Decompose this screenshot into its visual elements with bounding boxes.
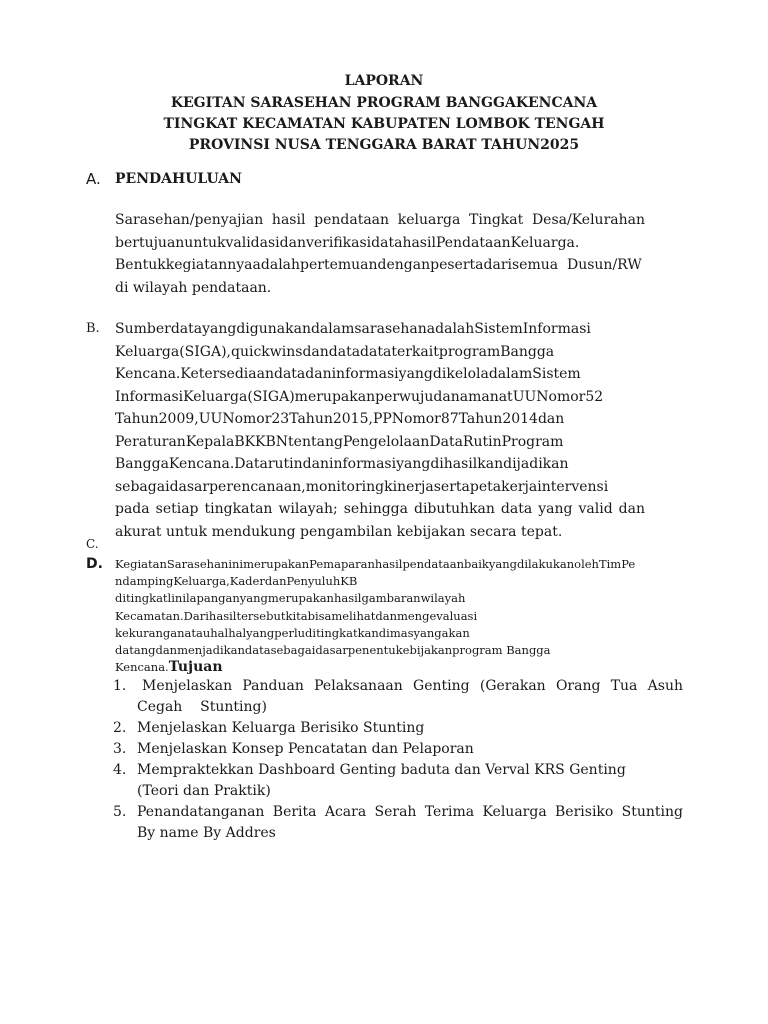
paragraph-line: ditingkatlinilapanganyangmerupakanhasilgambaranwilayah (115, 591, 466, 606)
list-item-number: 4. (113, 762, 127, 778)
list-item-text: Menjelaskan Konsep Pencatatan dan Pelaporan (137, 741, 474, 757)
list-item (113, 739, 683, 760)
paragraph-line: bertujuanuntukvalidasidanverifikasidatahasilPendataanKeluarga. (115, 234, 580, 251)
paragraph-line: Keluarga(SIGA),quickwinsdandatadataterkaitprogramBangga (115, 343, 555, 360)
list-item-text-continued: By name By Addres (137, 825, 276, 841)
paragraph-line: Kencana.KetersediaandatadaninformasiyangdikeloladalamSistem (115, 366, 581, 382)
paragraph-line: BanggaKencana.Datarutindaninformasiyangdihasilkandijadikan (115, 456, 569, 472)
list-item-text-continued: (Teori dan Praktik) (137, 783, 271, 799)
paragraph-line: kekuranganatauhalhalyangperluditingkatkandimasyangakan (115, 625, 470, 640)
paragraph-line: SumberdatayangdigunakandalamsarasehanadalahSistemInformasi (115, 321, 591, 337)
paragraph-line: KegiatanSarasehaninimerupakanPemaparanhasilpendataanbaikyangdilakukanolehTimPe (115, 557, 636, 571)
report-subtitle-activity: KEGITAN SARASEHAN PROGRAM BANGGAKENCANA (170, 95, 598, 111)
paragraph-line: di wilayah pendataan. (115, 279, 272, 296)
paragraph-line: ndampingKeluarga,KaderdanPenyuluhKB (115, 574, 358, 589)
section-d-marker: D. (86, 556, 103, 572)
paragraph-line (115, 659, 635, 676)
list-item-text: Menjelaskan Panduan Pelaksanaan Genting (Gerakan Orang Tua Asuh (142, 678, 683, 694)
report-subtitle-level: TINGKAT KECAMATAN KABUPATEN LOMBOK TENGAH (163, 116, 605, 132)
paragraph-line: Kecamatan.Darihasiltersebutkitabisamelihatdanmengevaluasi (115, 608, 478, 623)
report-subtitle-province: PROVINSI NUSA TENGGARA BARAT TAHUN2025 (188, 137, 580, 153)
report-title: LAPORAN (344, 73, 424, 89)
objectives-list (113, 676, 683, 844)
paragraph-line: sebagaidasarperencanaan,monitoringkinerjasertapetakerjaintervensi (115, 478, 609, 495)
section-b-marker: B. (86, 321, 100, 336)
list-item-number: 3. (113, 741, 127, 757)
list-item-text: Menjelaskan Keluarga Berisiko Stunting (137, 720, 425, 736)
section-c-marker: C. (86, 537, 99, 551)
list-item (113, 802, 683, 844)
paragraph-line: InformasiKeluarga(SIGA)merupakanperwujudanamanatUUNomor52 (115, 388, 604, 405)
list-item-text-continued: Cegah Stunting) (137, 699, 267, 715)
paragraph-line: Bentukkegiatannyaadalahpertemuandenganpesertadarisemua Dusun/RW (115, 257, 642, 273)
paragraph-line: akurat untuk mendukung pengambilan kebijakan secara tepat. (115, 523, 563, 540)
section-a-title: PENDAHULUAN (115, 171, 242, 187)
list-item (113, 676, 683, 718)
paragraph-line: Sarasehan/penyajian hasil pendataan keluarga Tingkat Desa/Kelurahan (115, 212, 645, 228)
list-item-number: 1. (113, 678, 127, 694)
list-item (113, 760, 683, 802)
list-item-text: Mempraktekkan Dashboard Genting baduta dan Verval KRS Genting (137, 762, 626, 778)
list-item-text: Penandatanganan Berita Acara Serah Terima Keluarga Berisiko Stunting (137, 804, 683, 820)
paragraph-line: pada setiap tingkatan wilayah; sehingga dibutuhkan data yang valid dan (115, 501, 645, 517)
tujuan-heading: Tujuan (168, 659, 223, 676)
paragraph-line: Tahun2009,UUNomor23Tahun2015,PPNomor87Tahun2014dan (115, 411, 565, 427)
section-a-marker: A. (86, 170, 101, 188)
list-item-number: 5. (113, 804, 127, 820)
section-a-paragraph (115, 209, 645, 299)
list-item (113, 718, 683, 739)
section-b-paragraph (115, 318, 645, 543)
paragraph-line-end: Kencana. (115, 660, 169, 675)
paragraph-line: PeraturanKepalaBKKBNtentangPengelolaanDataRutinProgram (115, 433, 564, 450)
paragraph-line: datangdanmenjadikandatasebagaidasarpenentukebijakanprogram Bangga (115, 643, 551, 658)
list-item-number: 2. (113, 720, 127, 736)
section-d-paragraph (115, 556, 635, 676)
